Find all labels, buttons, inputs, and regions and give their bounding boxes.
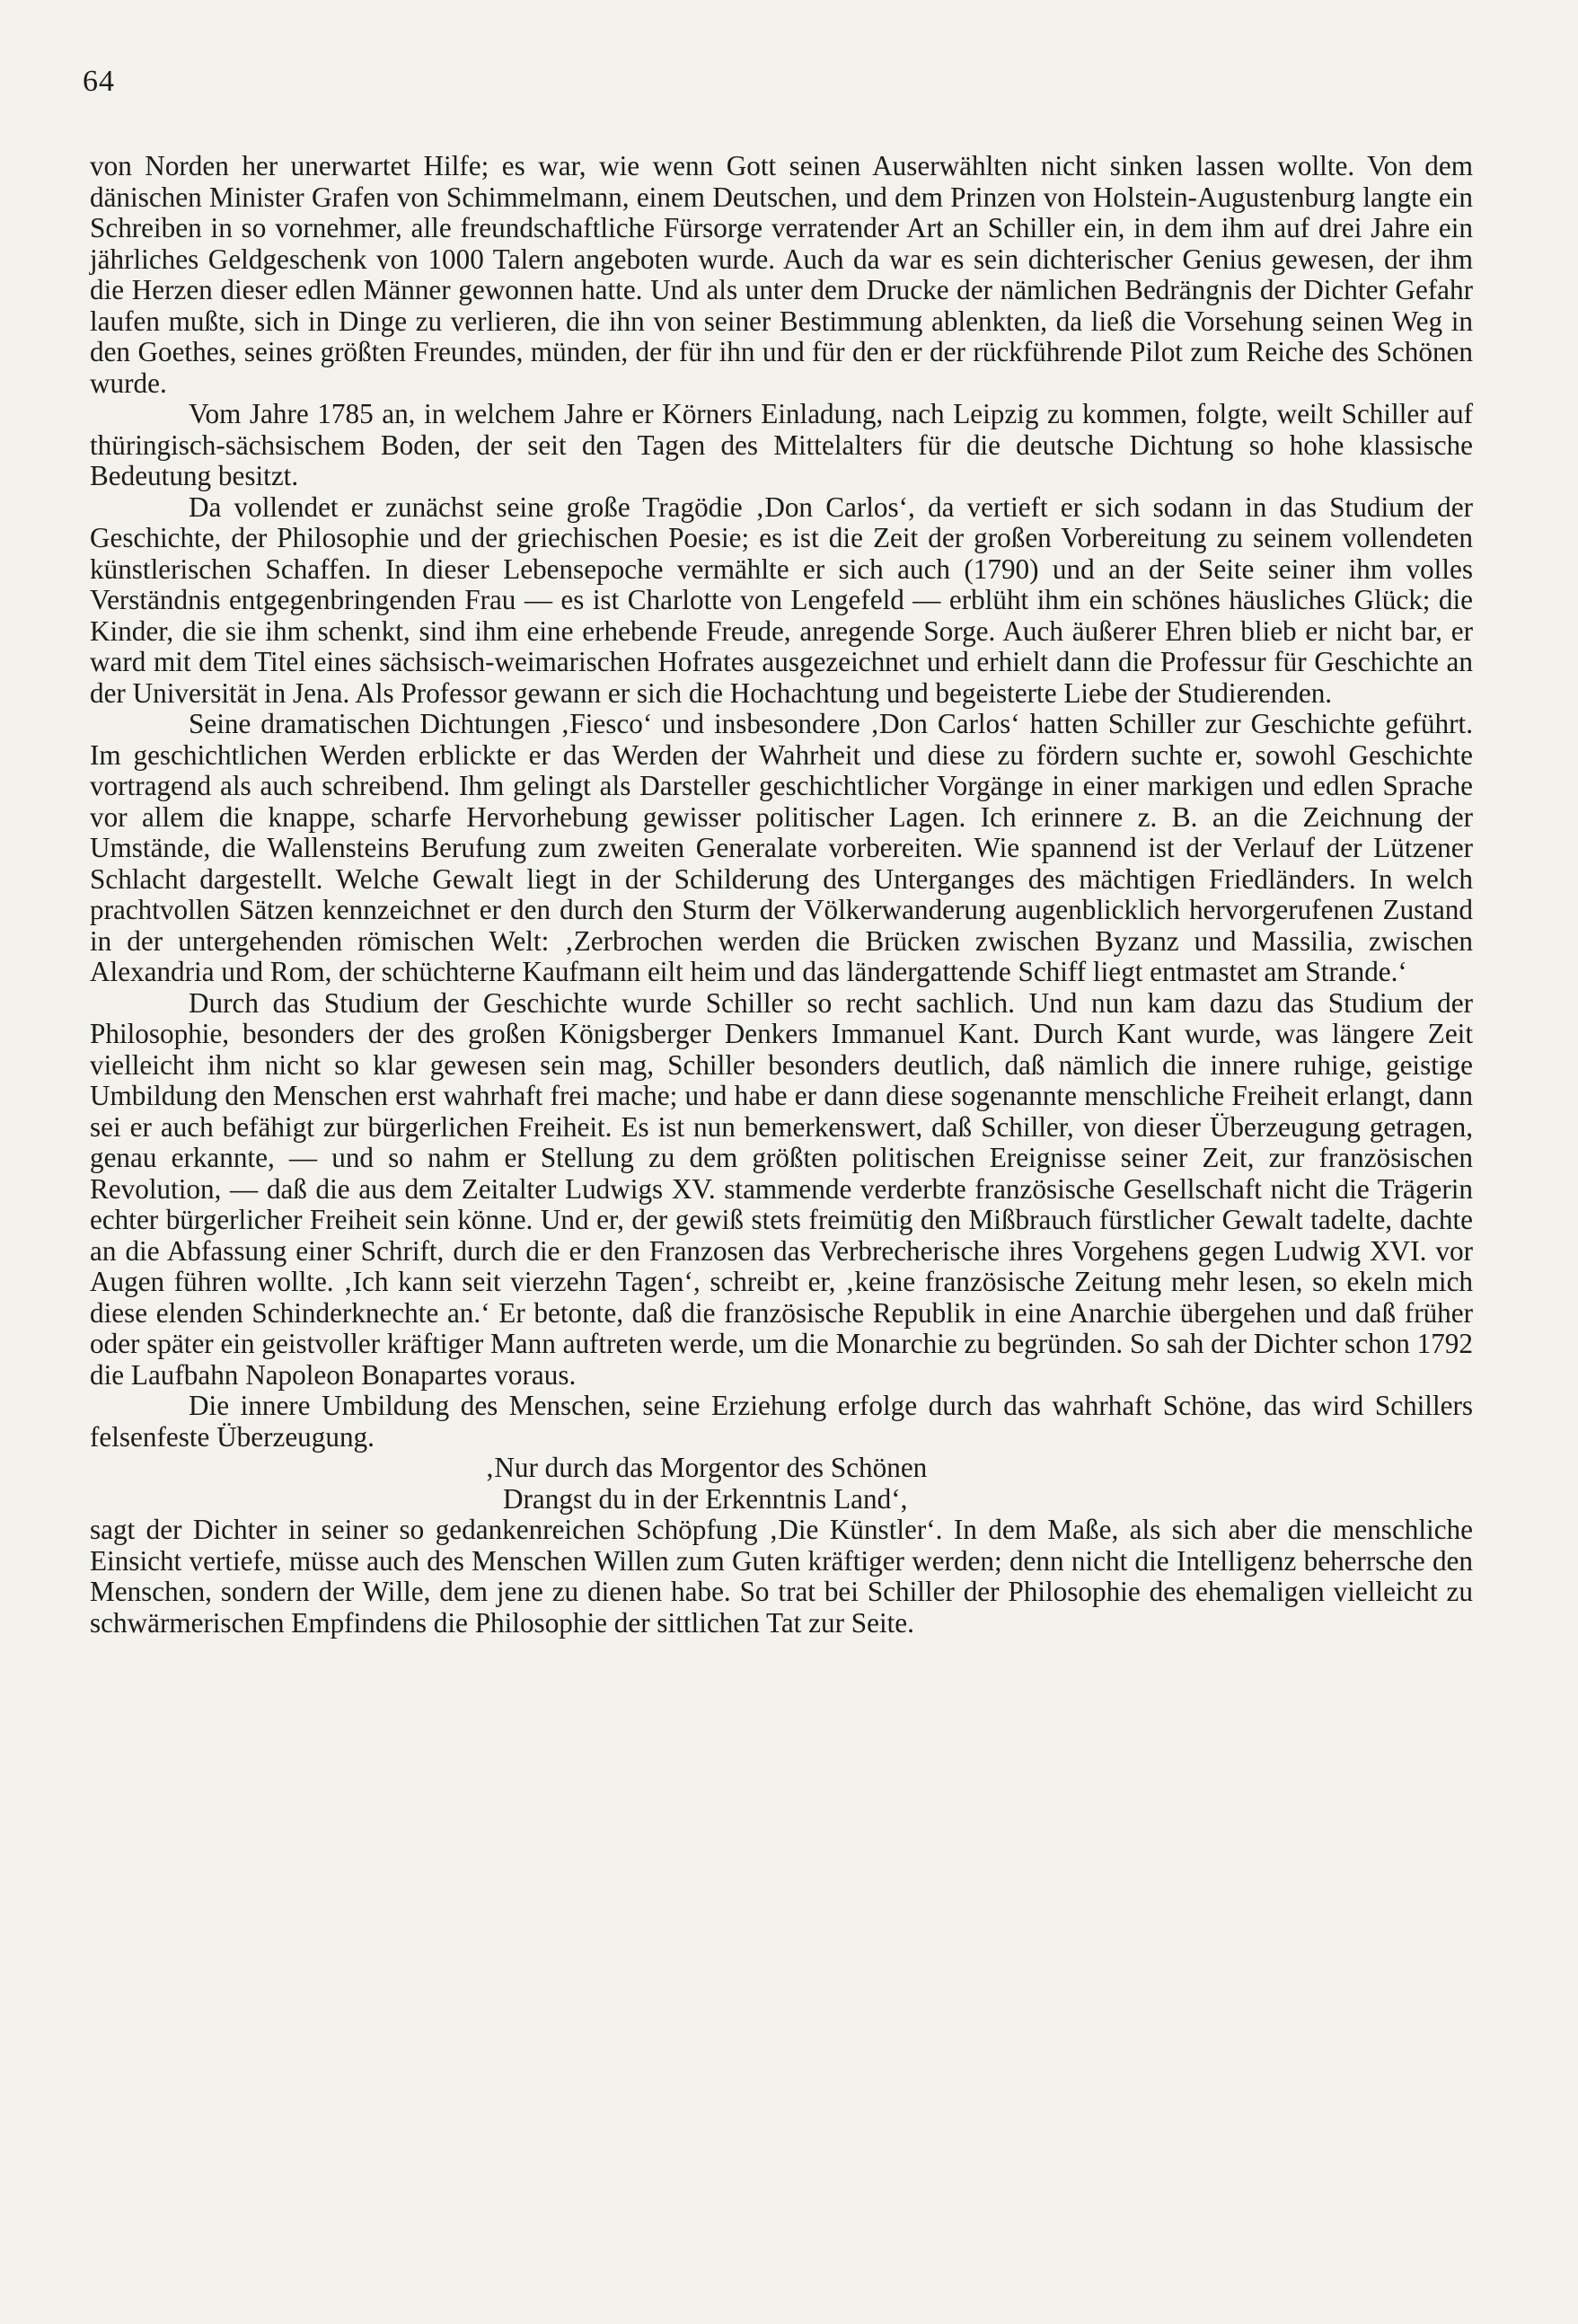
paragraph: Seine dramatischen Dichtungen ‚Fiesco‘ und insbesondere ‚Don Carlos‘ hatten Schiller zur Geschichte geführt. Im geschichtlichen Werden erblickte er das Werden der Wahrheit und diese zu fördern suchte er, sowohl Geschichte vortragend als auch schreibend. Ihm gelingt als Darsteller geschichtlicher Vorgänge in einer markigen und edlen Sprache vor allem die knappe, scharfe Hervorhebung gewisser politischer Lagen. Ich erinnere z. B. an die Zeichnung der Umstände, die Wallensteins Berufung zum zweiten Generalate vorbereiten. Wie spannend ist der Verlauf der Lützener Schlacht dargestellt. Welche Gewalt liegt in der Schilderung des Unterganges des mächtigen Friedländers. In welch prachtvollen Sätzen kennzeichnet er den durch den Sturm der Völkerwanderung augenblicklich hervorgerufenen Zustand in der untergehenden römischen Welt: ‚Zerbrochen werden die Brücken zwischen Byzanz und Massilia, zwischen Alexandria und Rom, der schüchterne Kaufmann eilt heim und das ländergattende Schiff liegt entmastet am Strande.‘ — [90, 708, 1473, 987]
paragraph: Da vollendet er zunächst seine große Tragödie ‚Don Carlos‘, da vertieft er sich sodann in das Studium der Geschichte, der Philosophie und der griechischen Poesie; es ist die Zeit der großen Vorbereitung zu seinem vollendeten künstlerischen Schaffen. In dieser Lebensepoche vermählte er sich auch (1790) und an der Seite seiner ihm volles Verständnis entgegenbringenden Frau — es ist Charlotte von Lengefeld — erblüht ihm ein schönes häusliches Glück; die Kinder, die sie ihm schenkt, sind ihm eine erhebende Freude, anregende Sorge. Auch äußerer Ehren blieb er nicht bar, er ward mit dem Titel eines sächsisch-weimarischen Hofrates ausgezeichnet und erhielt dann die Professur für Geschichte an der Universität in Jena. Als Professor gewann er sich die Hochachtung und begeisterte Liebe der Studierenden. — [90, 490, 1473, 709]
verse-quote — [90, 1453, 1473, 1515]
body-text — [90, 151, 1473, 1639]
verse-line: ‚Nur durch das Morgentor des Schönen — [485, 1452, 928, 1483]
paragraph: Die innere Umbildung des Menschen, seine Erziehung erfolge durch das wahrhaft Schöne, das wird Schillers felsenfeste Überzeugung. — [90, 1390, 1473, 1453]
verse-line: Drangst du in der Erkenntnis Land‘, — [503, 1482, 908, 1515]
paragraph: sagt der Dichter in seiner so gedankenreichen Schöpfung ‚Die Künstler‘. In dem Maße, als sich aber die menschliche Einsicht vertiefe, müsse auch des Menschen Willen zum Guten kräftiger werden; denn nicht die Intelligenz beherrsche den Menschen, sondern der Wille, dem jene zu dienen habe. So trat bei Schiller der Philosophie des ehemaligen vielleicht zu schwärmerischen Empfindens die Philosophie der sittlichen Tat zur Seite. — [90, 1514, 1473, 1639]
paragraph: Durch das Studium der Geschichte wurde Schiller so recht sachlich. Und nun kam dazu das Studium der Philosophie, besonders der des großen Königsberger Denkers Immanuel Kant. Durch Kant wurde, was längere Zeit vielleicht ihm nicht so klar gewesen sein mag, Schiller besonders deutlich, daß nämlich die innere ruhige, geistige Umbildung den Menschen erst wahrhaft frei mache; und habe er dann diese sogenannte menschliche Freiheit erlangt, dann sei er auch befähigt zur bürgerlichen Freiheit. Es ist nun bemerkenswert, daß Schiller, von dieser Überzeugung getragen, genau erkannte, — und so nahm er Stellung zu dem größten politischen Ereignisse seiner Zeit, zur französischen Revolution, — daß die aus dem Zeitalter Ludwigs XV. stammende verderbte französische Gesellschaft nicht die Trägerin echter bürgerlicher Freiheit sein könne. Und er, der gewiß stets freimütig den Mißbrauch fürstlicher Gewalt tadelte, dachte an die Abfassung einer Schrift, durch die er den Franzosen das Verbrecherische ihres Vorgehens gegen Ludwig XVI. vor Augen führen wollte. ‚Ich kann seit vierzehn Tagen‘, schreibt er, ‚keine französische Zeitung mehr lesen, so ekeln mich diese elenden Schinderknechte an.‘ Er betonte, daß die französische Republik in eine Anarchie übergehen und daß früher oder später ein geistvoller kräftiger Mann auftreten werde, um die Monarchie zu begründen. So sah der Dichter schon 1792 die Laufbahn Napoleon Bonapartes voraus. — [90, 986, 1473, 1391]
page-number: 64 — [83, 65, 115, 98]
paragraph: von Norden her unerwartet Hilfe; es war, wie wenn Gott seinen Auserwählten nicht sinken lassen wollte. Von dem dänischen Minister Grafen von Schimmelmann, einem Deutschen, und dem Prinzen von Holstein-Augustenburg langte ein Schreiben in so vornehmer, alle freundschaftliche Fürsorge verratender Art an Schiller ein, in dem ihm auf drei Jahre ein jährliches Geldgeschenk von 1000 Talern angeboten wurde. Auch da war es sein dichterischer Genius gewesen, der ihm die Herzen dieser edlen Männer gewonnen hatte. Und als unter dem Drucke der nämlichen Bedrängnis der Dichter Gefahr laufen mußte, sich in Dinge zu verlieren, die ihn von seiner Bestimmung ablenkten, da ließ die Vorsehung seinen Weg in den Goethes, seines größten Freundes, münden, der für ihn und für den er der rückführende Pilot zum Reiche des Schönen wurde. — [90, 150, 1473, 399]
paragraph: Vom Jahre 1785 an, in welchem Jahre er Körners Einladung, nach Leipzig zu kommen, folgte, weilt Schiller auf thüringisch-sächsischem Boden, der seit den Tagen des Mittelalters für die deutsche Dichtung so hohe klassische Bedeutung besitzt. — [90, 398, 1473, 491]
